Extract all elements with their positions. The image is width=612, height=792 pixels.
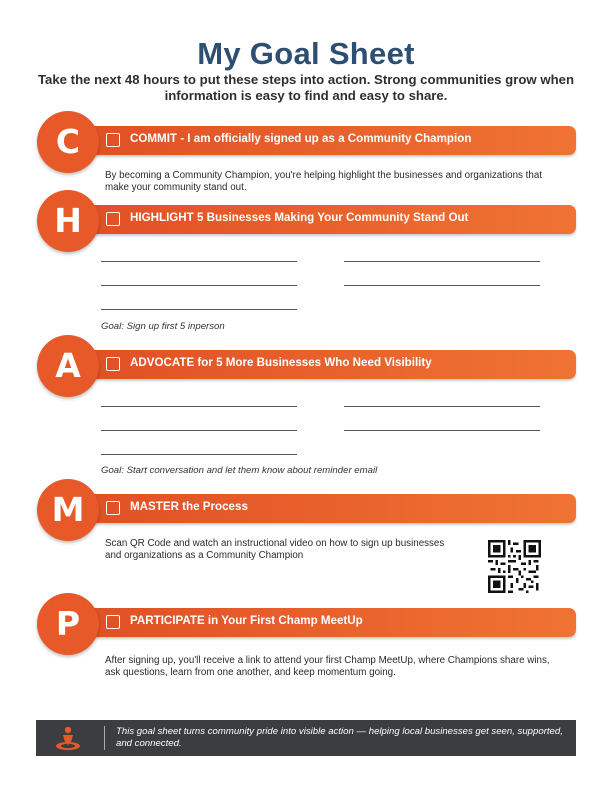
step-c-letter: C bbox=[37, 111, 99, 173]
step-a-label: ADVOCATE for 5 More Businesses Who Need Visibility bbox=[130, 356, 432, 369]
qr-code-icon[interactable] bbox=[488, 540, 541, 593]
step-h-goal: Goal: Sign up first 5 inperson bbox=[101, 321, 225, 332]
step-c-body: By becoming a Community Champion, you're helping highlight the businesses and organizations that make your community stand out. bbox=[105, 170, 542, 193]
step-a-letter: A bbox=[37, 335, 99, 397]
step-h-write-line[interactable] bbox=[101, 285, 297, 286]
step-h-checkbox[interactable] bbox=[106, 212, 120, 226]
step-c-checkbox[interactable] bbox=[106, 133, 120, 147]
footer-text: This goal sheet turns community pride into visible action — helping local businesses get seen, supported, and connected. bbox=[116, 726, 563, 749]
step-a-checkbox[interactable] bbox=[106, 357, 120, 371]
step-h-write-line[interactable] bbox=[101, 309, 297, 310]
step-m-letter: M bbox=[37, 479, 99, 541]
step-p-letter: P bbox=[37, 593, 99, 655]
step-a-goal: Goal: Start conversation and let them know about reminder email bbox=[101, 465, 378, 476]
step-c-label: COMMIT - I am officially signed up as a Community Champion bbox=[130, 132, 472, 145]
step-m-body: Scan QR Code and watch an instructional video on how to sign up businesses and organizations as a Community Champion bbox=[105, 538, 445, 561]
step-c-bar bbox=[64, 126, 576, 155]
footer-banner bbox=[36, 720, 576, 756]
footer-divider bbox=[104, 726, 105, 750]
step-h-write-line[interactable] bbox=[344, 285, 540, 286]
step-m-label: MASTER the Process bbox=[130, 500, 248, 513]
step-a-write-line[interactable] bbox=[344, 430, 540, 431]
page-subtitle: Take the next 48 hours to put these steps into action. Strong communities grow when information is easy to find and easy to share. bbox=[37, 72, 575, 103]
step-h-letter: H bbox=[37, 190, 99, 252]
step-m-bar bbox=[64, 494, 576, 523]
step-p-checkbox[interactable] bbox=[106, 615, 120, 629]
step-a-write-line[interactable] bbox=[101, 406, 297, 407]
page-title: My Goal Sheet bbox=[197, 36, 415, 71]
step-a-write-line[interactable] bbox=[101, 430, 297, 431]
step-a-bar bbox=[64, 350, 576, 379]
location-pin-person-icon bbox=[54, 725, 82, 751]
step-h-label: HIGHLIGHT 5 Businesses Making Your Community Stand Out bbox=[130, 211, 469, 224]
step-h-write-line[interactable] bbox=[344, 261, 540, 262]
step-p-bar bbox=[64, 608, 576, 637]
step-p-label: PARTICIPATE in Your First Champ MeetUp bbox=[130, 614, 363, 627]
step-h-bar bbox=[64, 205, 576, 234]
step-a-write-line[interactable] bbox=[344, 406, 540, 407]
step-m-checkbox[interactable] bbox=[106, 501, 120, 515]
step-h-write-line[interactable] bbox=[101, 261, 297, 262]
step-p-body: After signing up, you'll receive a link to attend your first Champ MeetUp, where Champions share wins, ask questions, learn from one another, and keep momentum going. bbox=[105, 655, 550, 678]
step-a-write-line[interactable] bbox=[101, 454, 297, 455]
